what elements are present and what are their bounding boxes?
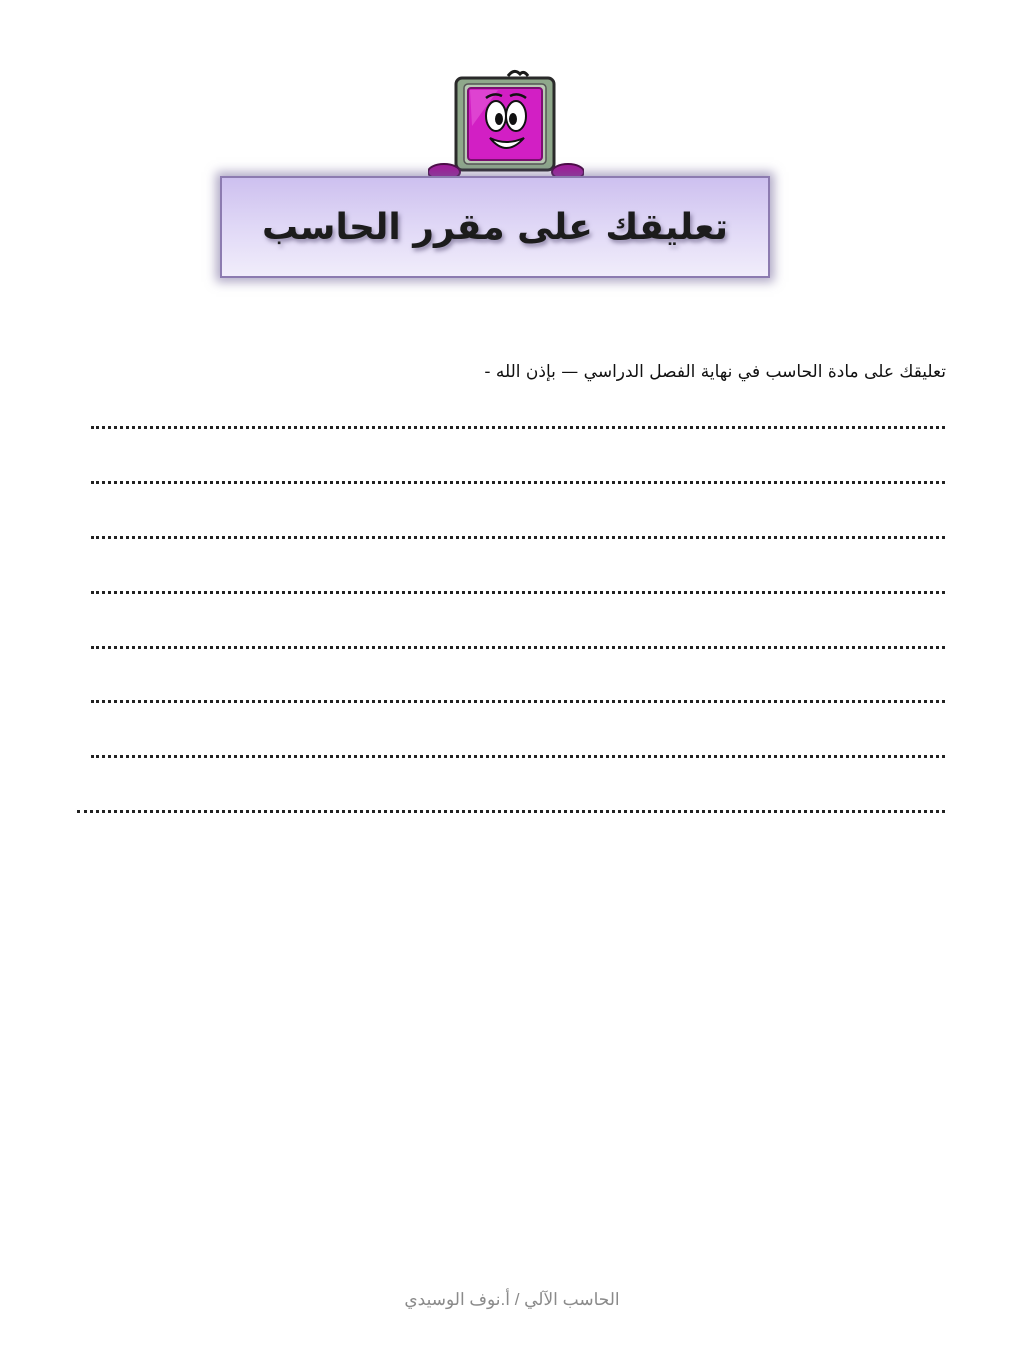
answer-line[interactable] [91, 700, 945, 703]
footer-credit: الحاسب الآلي / أ.نوف الوسيدي [404, 1290, 620, 1309]
answer-line[interactable] [91, 536, 945, 539]
answer-line[interactable] [91, 481, 945, 484]
answer-line[interactable] [77, 810, 945, 813]
answer-line[interactable] [91, 755, 945, 758]
title-banner [220, 176, 770, 278]
answer-line[interactable] [91, 591, 945, 594]
answer-line[interactable] [91, 426, 945, 429]
page-title: تعليقك على مقرر الحاسب [261, 206, 729, 248]
smiling-computer-monitor-icon [428, 66, 584, 180]
answer-line[interactable] [91, 646, 945, 649]
comment-prompt: تعليقك على مادة الحاسب في نهاية الفصل الدراسي — بإذن الله - [484, 362, 946, 382]
